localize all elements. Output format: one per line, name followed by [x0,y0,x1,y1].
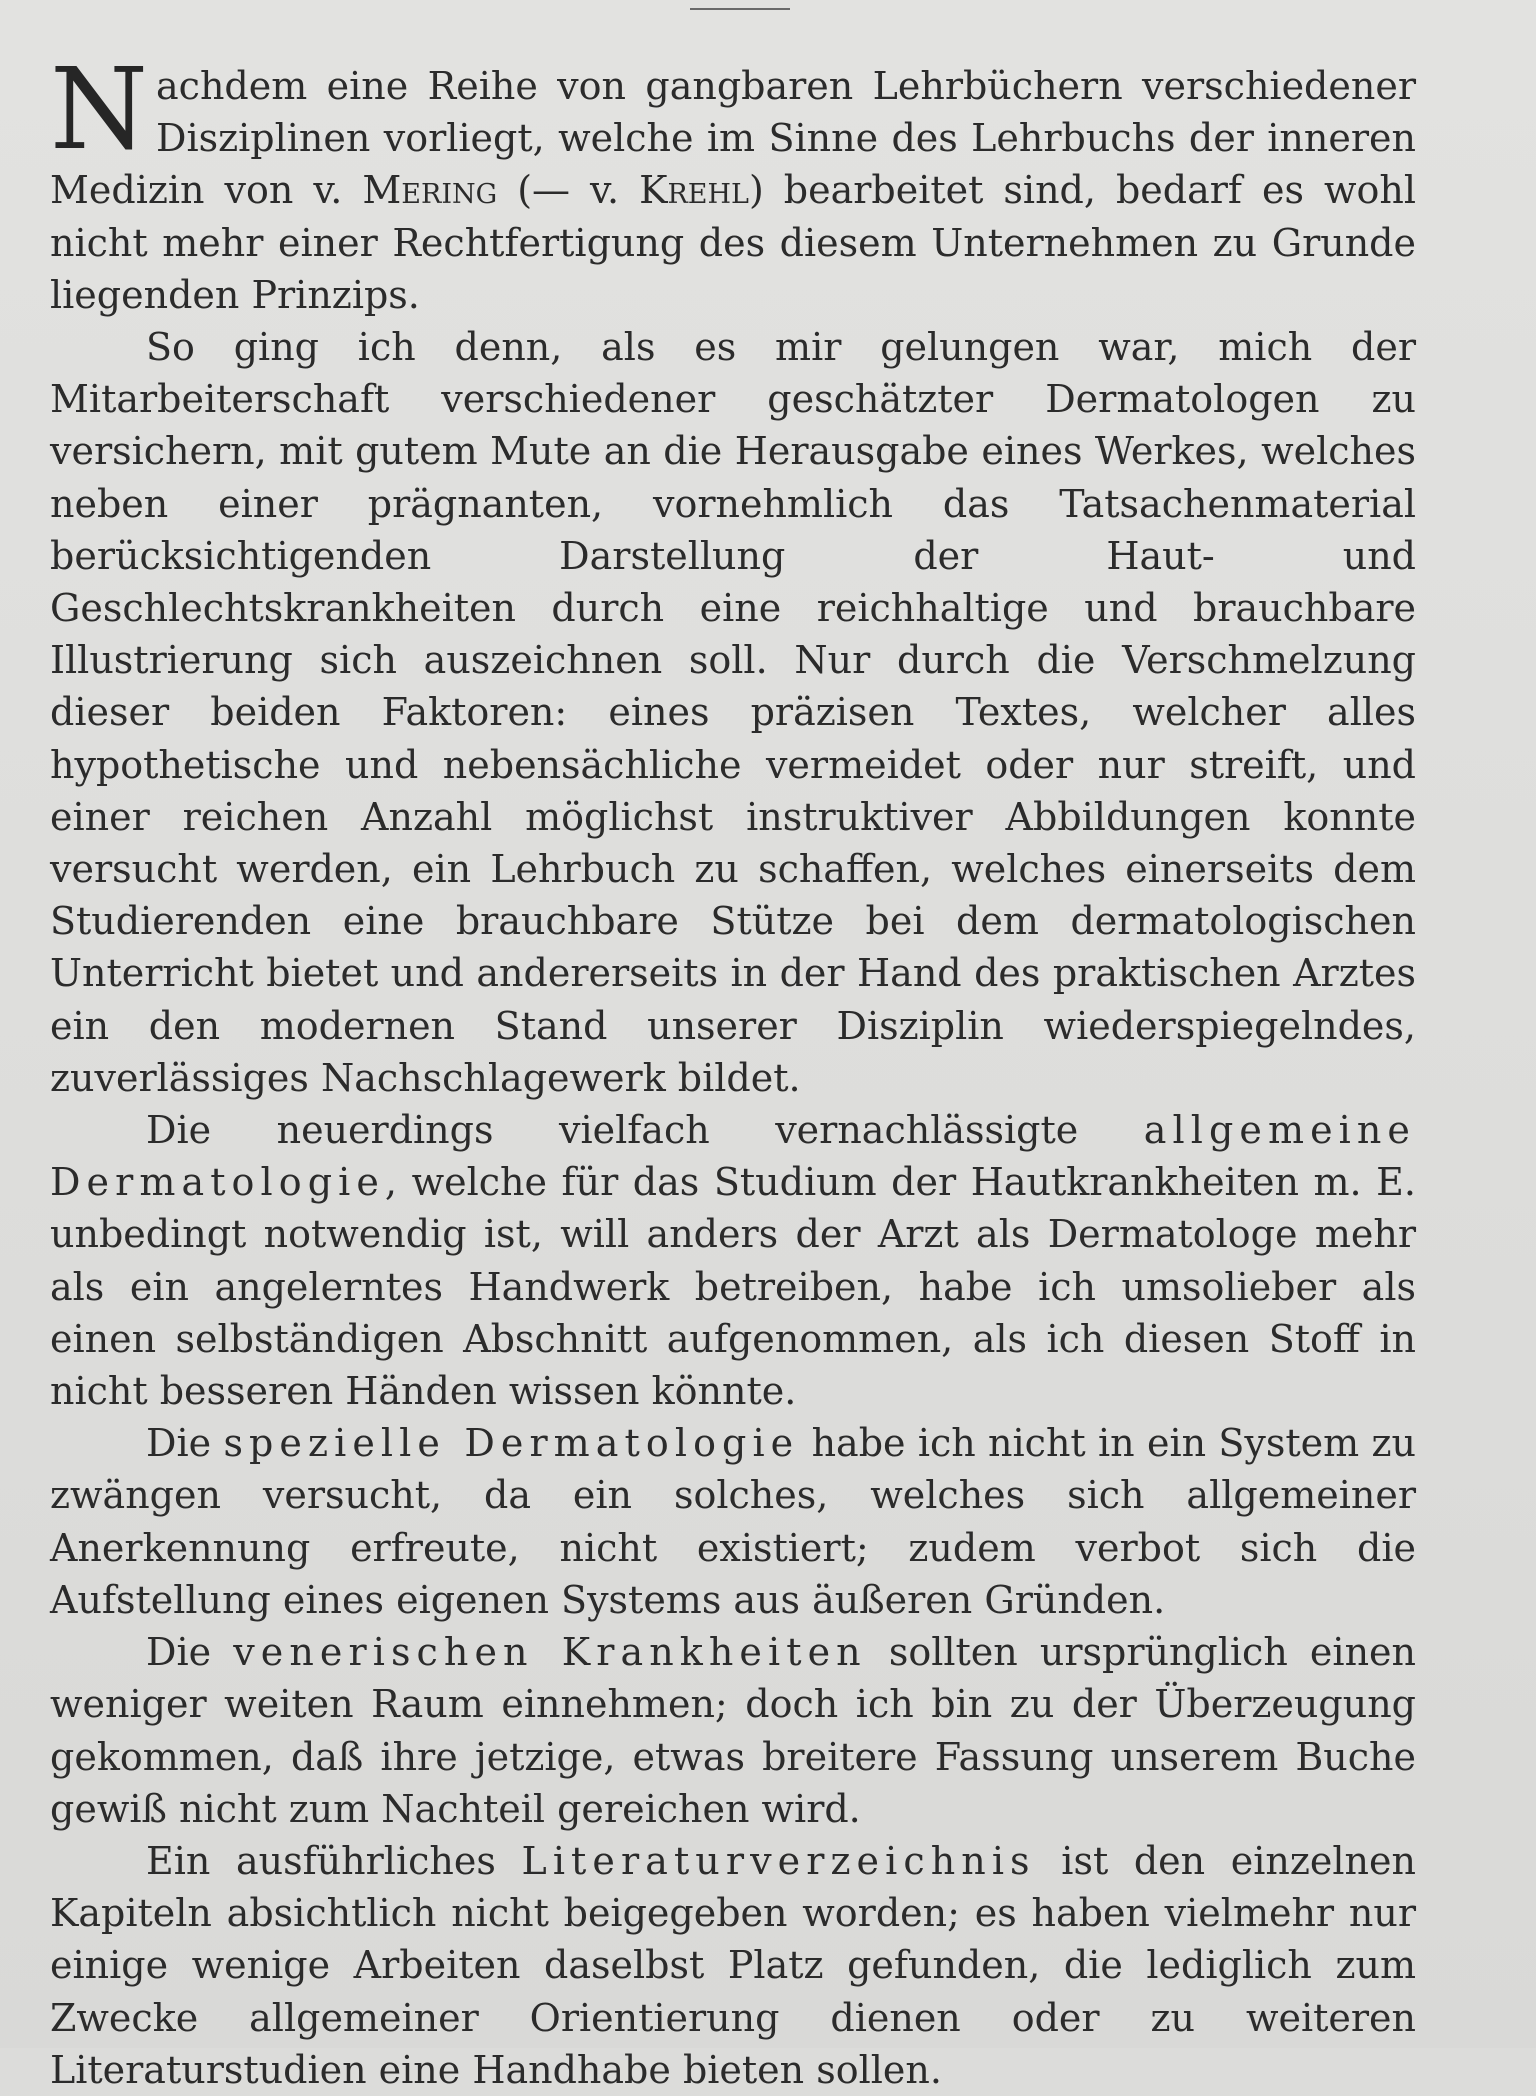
paragraph [50,1835,1416,2096]
text-run: ) bearbeitet sind, bedarf es wohl nicht mehr einer Rechtfertigung des diesem Unternehmen zu Grunde liegenden Prinzips. [50,168,1416,317]
emphasized-term: Literaturverzeichnis [521,1838,1036,1883]
emphasized-term: allgemeine Dermatologie [50,1108,1416,1205]
preface-text [50,45,1417,2096]
text-run: (— v. [497,168,640,213]
text-run: ist den einzelnen Kapiteln absichtlich nicht beigegeben worden; es haben vielmehr nur einige wenige Arbeiten daselbst Platz gefunden, die lediglich zum Zwecke allgemeiner Orientierung dienen oder zu weiteren Literaturstudien eine Handhabe bieten sollen. [50,1838,1416,2092]
paragraph [50,1104,1416,1417]
paragraph [50,45,1416,321]
text-run: Die [146,1421,224,1466]
text-run: So ging ich denn, als es mir gelungen war, mich der Mitarbeiterschaft verschiedener geschätzter Dermatologen zu versichern, mit gutem Mute an die Herausgabe eines Werkes, welches neben einer prägnanten, vornehmlich das Tatsachenmaterial berücksichtigenden Darstellung der Haut- und Geschlechtskrankheiten durch eine reichhaltige und brauchbare Illustrierung sich auszeichnen soll. Nur durch die Verschmelzung dieser beiden Faktoren: eines präzisen Textes, welcher alles hypothetische und nebensächliche vermeidet oder nur streift, und einer reichen Anzahl möglichst instruktiver Abbildungen konnte versucht werden, ein Lehrbuch zu schaffen, welches einerseits dem Studierenden eine brauchbare Stütze bei dem dermatologischen Unterricht bietet und andererseits in der Hand des praktischen Arztes ein den modernen Stand unserer Disziplin wiederspiegelndes, zuverlässiges Nachschlagewerk bildet. [50,325,1416,1100]
paragraph [50,1626,1416,1835]
emphasized-term: spezielle Dermatologie [223,1421,800,1466]
text-run: sollten ursprünglich einen weniger weiten Raum einnehmen; doch ich bin zu der Überzeugung gekommen, daß ihre jetzige, etwas breitere Fassung unserem Buche gewiß nicht zum Nachteil gereichen wird. [50,1630,1417,1831]
top-rule-divider [690,8,790,10]
text-run: Die neuerdings vielfach vernachlässigte [146,1108,1144,1153]
author-name: Mering [362,168,498,213]
drop-cap: N [50,45,148,175]
author-name: Krehl [639,168,749,213]
text-run: achdem eine Reihe von gangbaren Lehrbüchern verschiedener Disziplinen vorliegt, welche im Sinne des Lehrbuchs der inneren Medizin von v. [50,64,1416,213]
paragraph [50,1417,1416,1626]
text-run: Ein ausführliches [146,1838,522,1883]
emphasized-term: venerischen Krankheiten [233,1630,867,1675]
text-run: habe ich nicht in ein System zu zwängen versucht, da ein solches, welches sich allgemeiner Anerkennung erfreute, nicht existiert; zudem verbot sich die Aufstellung eines eigenen Systems aus äußeren Gründen. [50,1421,1417,1622]
text-run: , welche für das Studium der Hautkrankheiten m. E. unbedingt notwendig ist, will anders der Arzt als Dermatologe mehr als ein angelerntes Handwerk betreiben, habe ich umsolieber als einen selbständigen Abschnitt aufgenommen, als ich diesen Stoff in nicht besseren Händen wissen könnte. [50,1160,1416,1414]
text-run: Die [146,1630,234,1675]
paragraph [50,321,1416,1104]
